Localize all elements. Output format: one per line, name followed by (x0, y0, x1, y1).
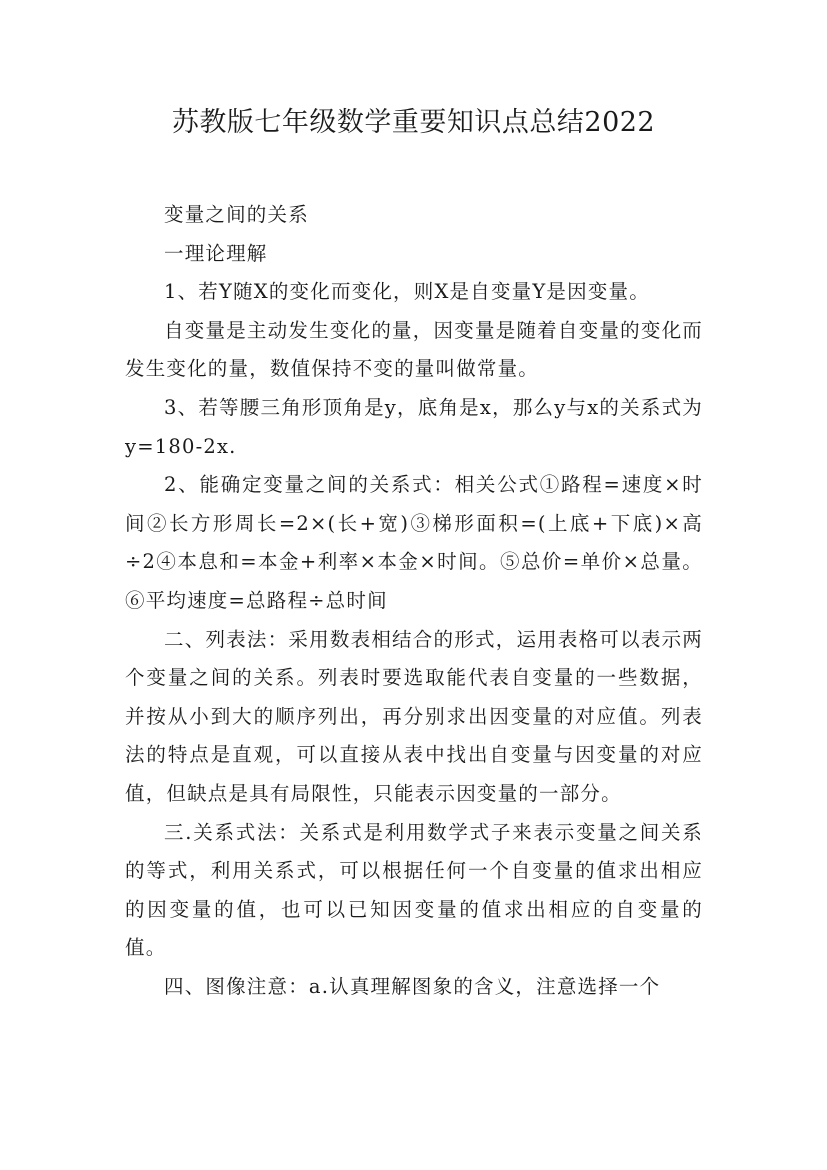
paragraph-subheading: 一理论理解 (164, 241, 268, 265)
paragraph: 自变量是主动发生变化的量，因变量是随着自变量的变化而发生变化的量，数值保持不变的量叫做常量。 (125, 318, 703, 381)
paragraph: 2、能确定变量之间的关系式：相关公式①路程=速度×时间②长方形周长=2×(长+宽)③梯形面积=(上底+下底)×高÷2④本息和=本金+利率×本金×时间。⑤总价=单价×总量。⑥平均速度=总路程÷总时间 (125, 473, 703, 612)
document-title: 苏教版七年级数学重要知识点总结2022 (171, 107, 656, 138)
paragraph: 四、图像注意：a.认真理解图象的含义，注意选择一个 (164, 974, 661, 998)
paragraph: 3、若等腰三角形顶角是y，底角是x，那么y与x的关系式为y=180-2x. (125, 395, 703, 458)
paragraph: 二、列表法：采用数表相结合的形式，运用表格可以表示两个变量之间的关系。列表时要选取能代表自变量的一些数据，并按从小到大的顺序列出，再分别求出因变量的对应值。列表法的特点是直观，可以直接从表中找出自变量与因变量的对应值，但缺点是具有局限性，只能表示因变量的一部分。 (125, 627, 703, 805)
paragraph: 1、若Y随X的变化而变化，则X是自变量Y是因变量。 (164, 280, 650, 304)
document-body (125, 196, 703, 1006)
paragraph: 三.关系式法：关系式是利用数学式子来表示变量之间关系的等式，利用关系式，可以根据任何一个自变量的值求出相应的因变量的值，也可以已知因变量的值求出相应的自变量的值。 (125, 820, 703, 960)
paragraph-section-heading: 变量之间的关系 (164, 203, 309, 226)
